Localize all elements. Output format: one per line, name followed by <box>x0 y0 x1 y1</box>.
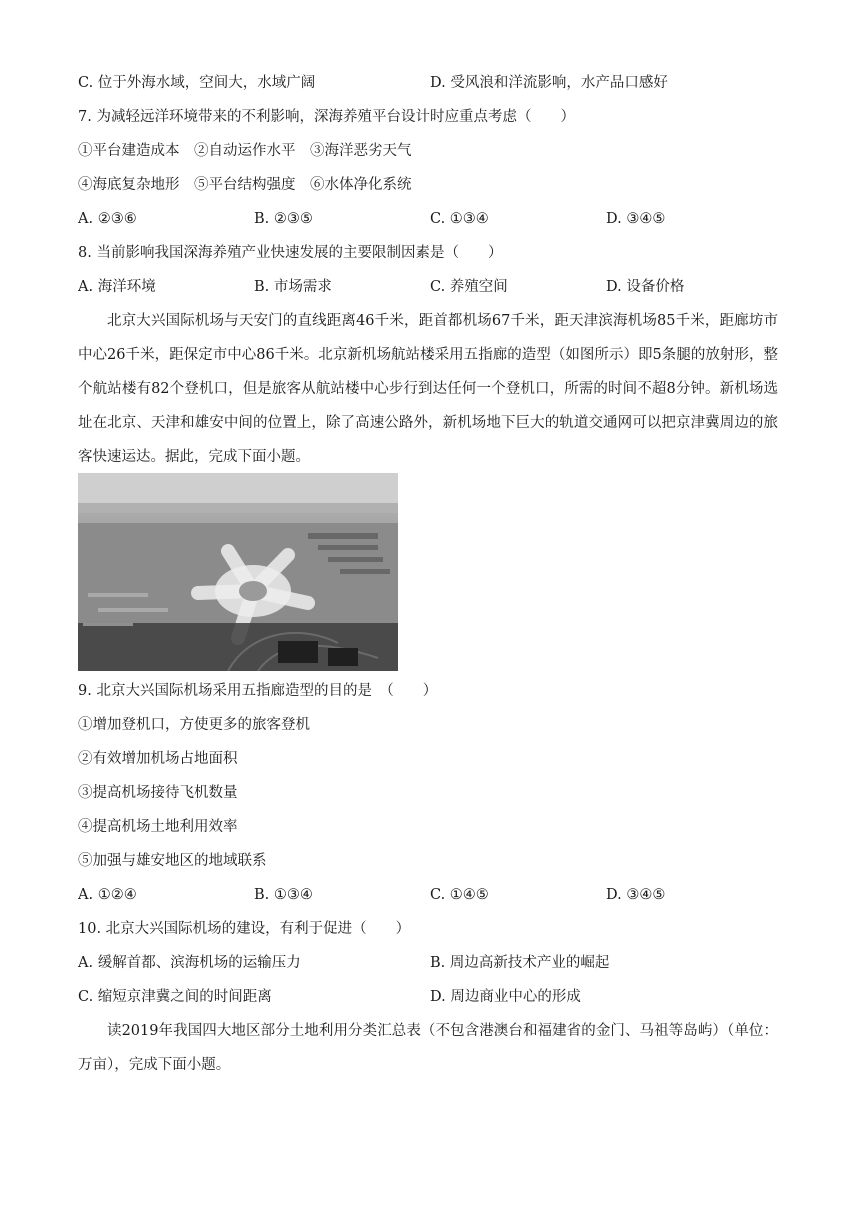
q7-option-d: D. ③④⑤ <box>606 211 666 227</box>
q7-items-line1: ①平台建造成本 ②自动运作水平 ③海洋恶劣天气 <box>78 143 412 159</box>
q9-option-c: C. ①④⑤ <box>430 887 489 903</box>
q9-item-5: ⑤加强与雄安地区的地域联系 <box>78 853 267 869</box>
q10-option-a: A. 缓解首都、滨海机场的运输压力 <box>78 955 301 971</box>
airport-passage: 北京大兴国际机场与天安门的直线距离46千米，距首都机场67千米，距天津滨海机场85千米，距廊坊市中心26千米，距保定市中心86千米。北京新机场航站楼采用五指廊的造型（如图所示）即5条腿的放射形，整个航站楼有82个登机口，但是旅客从航站楼中心步行到达任何一个登机口，所需的时间不超8分钟。新机场选址在北京、天津和雄安中间的位置上，除了高速公路外，新机场地下巨大的轨道交通网可以把京津冀周边的旅客快速运达。据此，完成下面小题。 <box>78 313 778 465</box>
q8-option-c: C. 养殖空间 <box>430 279 508 295</box>
q7-stem: 7. 为减轻远洋环境带来的不利影响，深海养殖平台设计时应重点考虑（ ） <box>78 109 575 125</box>
land-use-passage: 读2019年我国四大地区部分土地利用分类汇总表（不包含港澳台和福建省的金门、马祖等岛屿）（单位：万亩），完成下面小题。 <box>78 1023 778 1073</box>
q7-option-b: B. ②③⑤ <box>254 211 313 227</box>
airport-aerial-photo <box>78 473 398 671</box>
q8-option-a: A. 海洋环境 <box>78 279 156 295</box>
q9-item-2: ②有效增加机场占地面积 <box>78 751 238 767</box>
q10-option-d: D. 周边商业中心的形成 <box>430 989 581 1005</box>
q9-item-4: ④提高机场土地利用效率 <box>78 819 238 835</box>
q9-item-3: ③提高机场接待飞机数量 <box>78 785 238 801</box>
q8-option-b: B. 市场需求 <box>254 279 332 295</box>
q9-item-1: ①增加登机口，方使更多的旅客登机 <box>78 717 310 733</box>
q9-option-d: D. ③④⑤ <box>606 887 666 903</box>
q7-items-line2: ④海底复杂地形 ⑤平台结构强度 ⑥水体净化系统 <box>78 177 412 193</box>
q8-option-d: D. 设备价格 <box>606 279 685 295</box>
q6-option-d: D. 受风浪和洋流影响，水产品口感好 <box>430 75 668 91</box>
q9-option-a: A. ①②④ <box>78 887 137 903</box>
q9-stem: 9. 北京大兴国际机场采用五指廊造型的目的是 （ ） <box>78 683 438 699</box>
q10-option-c: C. 缩短京津冀之间的时间距离 <box>78 989 272 1005</box>
q10-stem: 10. 北京大兴国际机场的建设，有利于促进（ ） <box>78 921 411 937</box>
q10-option-b: B. 周边高新技术产业的崛起 <box>430 955 610 971</box>
q9-option-b: B. ①③④ <box>254 887 313 903</box>
q7-option-a: A. ②③⑥ <box>78 211 137 227</box>
q6-option-c: C. 位于外海水域，空间大，水域广阔 <box>78 75 316 91</box>
q8-stem: 8. 当前影响我国深海养殖产业快速发展的主要限制因素是（ ） <box>78 245 503 261</box>
q7-option-c: C. ①③④ <box>430 211 489 227</box>
